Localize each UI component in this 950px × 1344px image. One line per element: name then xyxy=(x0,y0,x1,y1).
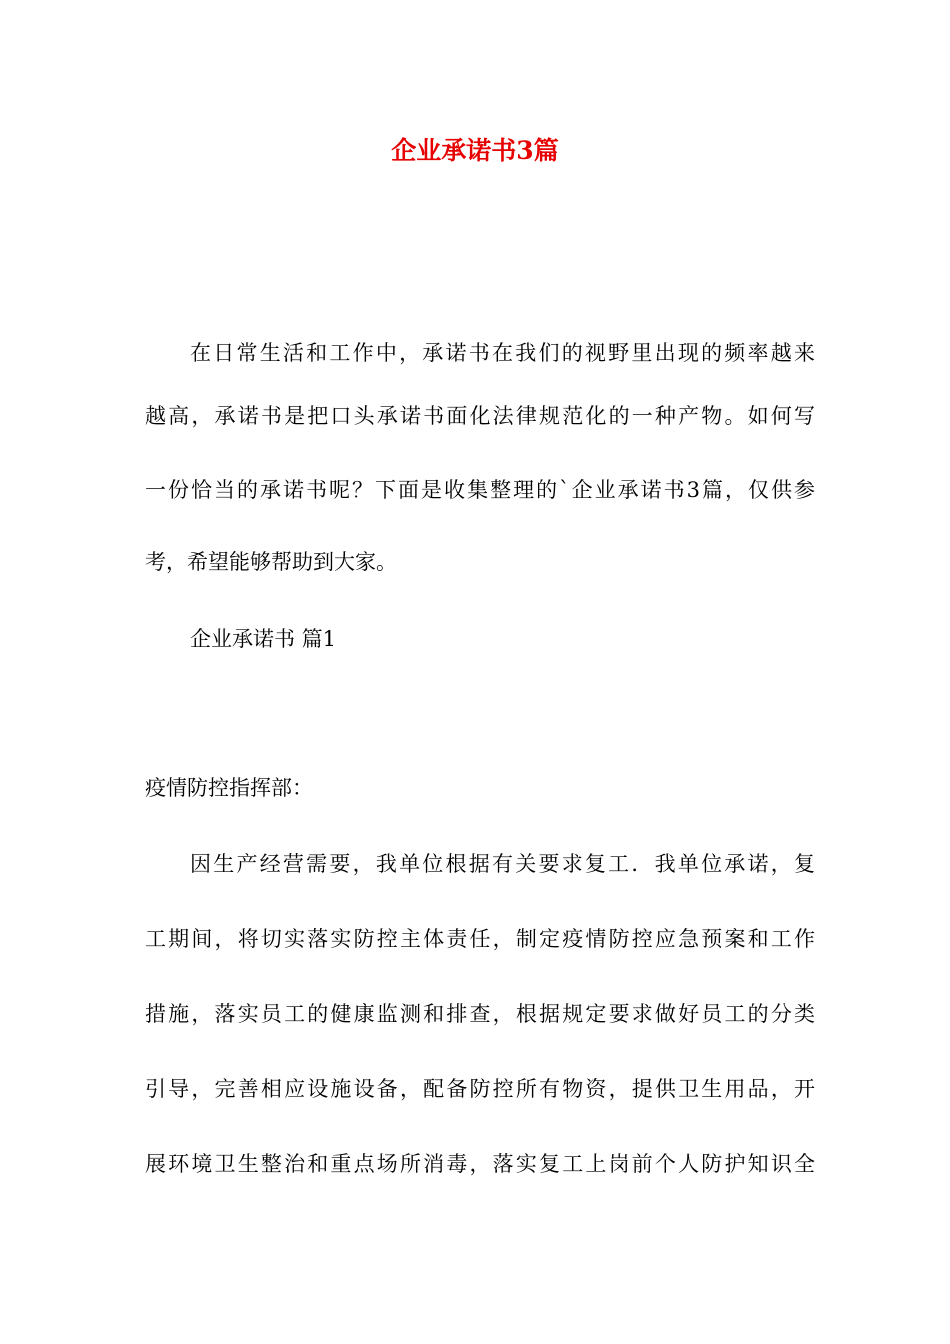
document-title: 企业承诺书3篇 xyxy=(391,136,559,165)
body-line-2: 工期间，将切实落实防控主体责任，制定疫情防控应急预案和工作 xyxy=(145,927,815,951)
intro-line-2: 越高，承诺书是把口头承诺书面化法律规范化的一种产物。如何写 xyxy=(145,404,815,428)
section-heading: 企业承诺书 篇1 xyxy=(190,627,337,651)
recipient-line: 疫情防控指挥部： xyxy=(145,776,313,800)
intro-line-1: 在日常生活和工作中，承诺书在我们的视野里出现的频率越来 xyxy=(190,341,815,365)
body-line-5: 展环境卫生整治和重点场所消毒，落实复工上岗前个人防护知识全 xyxy=(145,1152,815,1176)
body-line-3: 措施，落实员工的健康监测和排查，根据规定要求做好员工的分类 xyxy=(145,1002,815,1026)
body-line-4: 引导，完善相应设施设备，配备防控所有物资，提供卫生用品，开 xyxy=(145,1077,815,1101)
intro-line-4: 考，希望能够帮助到大家。 xyxy=(145,550,397,574)
intro-line-3: 一份恰当的承诺书呢？下面是收集整理的`企业承诺书3篇，仅供参 xyxy=(145,478,815,502)
body-line-1: 因生产经营需要，我单位根据有关要求复工．我单位承诺，复 xyxy=(190,852,815,876)
